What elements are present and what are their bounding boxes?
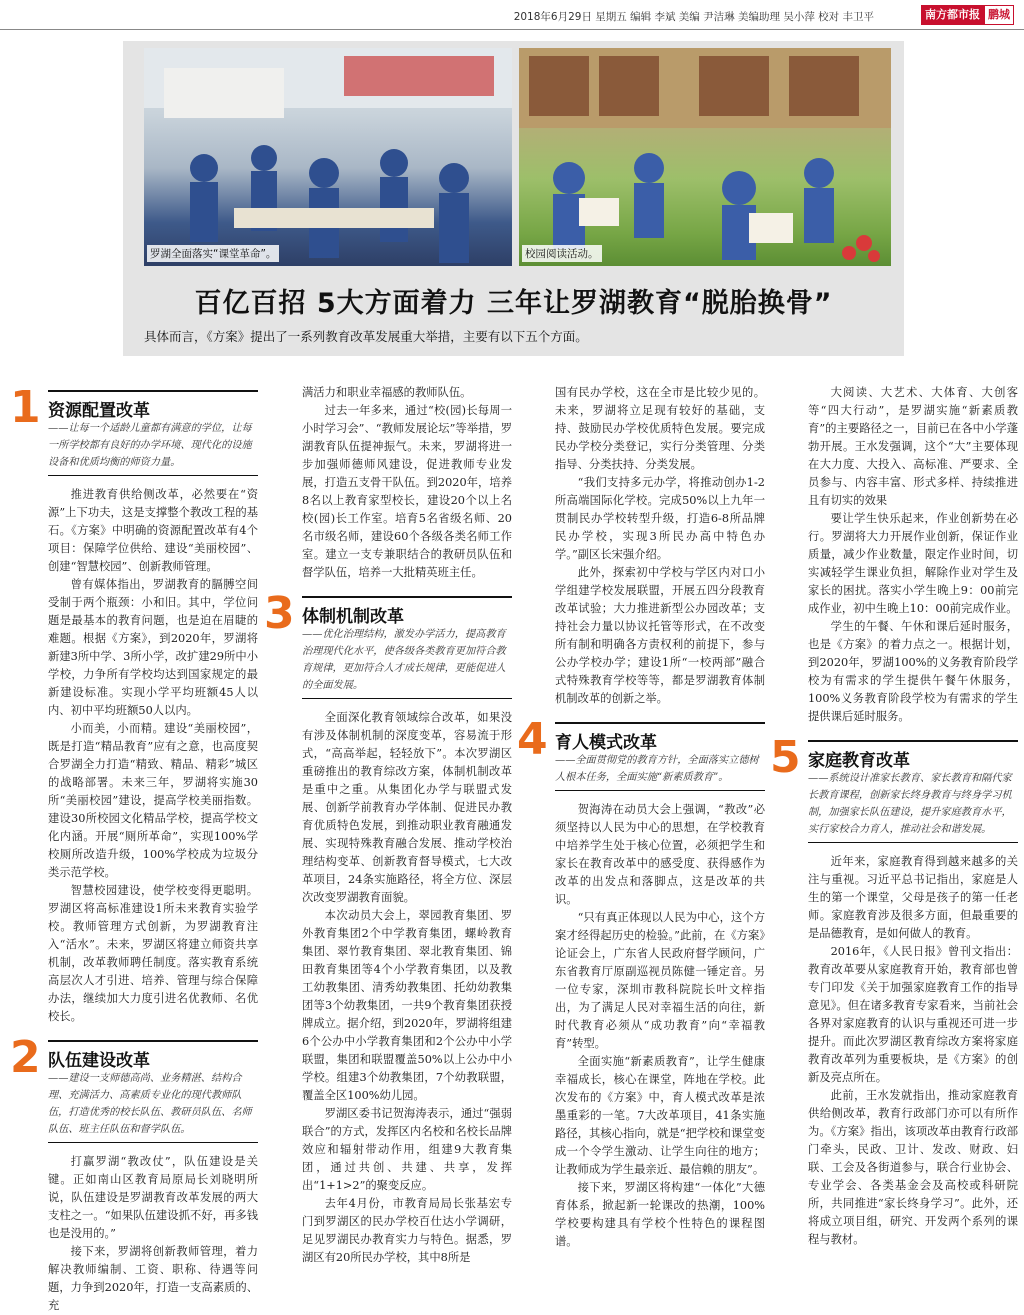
headline-summary: 具体而言，《方案》提出了一系列教育改革发展重大举措，主要有以下五个方面。	[144, 329, 588, 344]
paragraph: 此外，探索初中学校与学区内对口小学组建学校发展联盟，开展五四分段教育改革试验；大力推进新型公办园改革；支持社会力量以协议托管等形式，在不改变所有制和明确各方责权利的前提下，参与公办学校办学；建设1所“一校两部”融合式特殊教育学校等等，都是罗湖教育体制机制改革的创新之举。	[555, 566, 765, 705]
section-name: 鹏城	[984, 5, 1014, 25]
paragraph: 要让学生快乐起来，作业创新势在必行。罗湖将大力开展作业创新，保证作业质量，减少作业数量，限定作业时间，切实减轻学生课业负担，解除作业对学生及家长的困扰。落实小学生晚上9：00前完成作业，初中生晚上10：00前完成作业。	[808, 512, 1018, 615]
column-4	[770, 384, 1018, 1249]
paragraph: 贺海涛在动员大会上强调，“教改”必须坚持以人民为中心的思想，在学校教育中培养学生处于核心位置，必须把学生和家长在教育改革中的感受度、获得感作为改革的出发点和落脚点，这是改革的共识。	[555, 803, 765, 906]
article-body	[48, 1153, 258, 1315]
section-number: 1	[10, 382, 41, 433]
section-family	[770, 732, 1018, 843]
section-lead: ——优化治理结构，激发办学活力，提高教育治理现代化水平，使各级各类教育更加符合教育规律，更加符合人才成长规律，更能促进人的全面发展。	[302, 626, 512, 699]
section-header	[517, 714, 765, 772]
article-body	[808, 853, 1018, 1249]
section-header	[10, 382, 258, 440]
paragraph: 此前，王水发就指出，推动家庭教育供给侧改革，教育行政部门亦可以有所作为。《方案》指出，该项改革由教育行政部门牵头，民政、卫计、发改、财政、妇联、工会及各街道参与，联合行业协会、专业学会、各类基金会及高校或科研院所，共同推进“家长终身学习”。此外，还将成立项目组，研究、开发两个系列的课程与教材。	[808, 1089, 1018, 1246]
paragraph: 去年4月份，市教育局局长张基宏专门到罗湖区的民办学校百仕达小学调研，足见罗湖民办教育实力与特色。据悉，罗湖区有20所民办学校，其中8所是	[302, 1197, 512, 1264]
paragraph: 近年来，家庭教育得到越来越多的关注与重视。习近平总书记指出，家庭是人生的第一个课堂，父母是孩子的第一任老师。家庭教育涉及很多方面，但最重要的是品德教育，是如何做人的教育。	[808, 855, 1018, 940]
paragraph: 2016年，《人民日报》曾刊文指出：教育改革要从家庭教育开始，教育部也曾专门印发《关于加强家庭教育工作的指导意见》。但在诸多教育专家看来，当前社会各界对家庭教育的认识与重视还可进一步提升。而此次罗湖区教育综改方案将家庭教育改革列为重要板块，是《方案》的创新及亮点所在。	[808, 945, 1018, 1084]
column-3	[517, 384, 765, 1251]
article-body	[555, 801, 765, 1251]
column-1	[10, 382, 258, 1315]
article-body	[302, 709, 512, 1267]
section-title: 育人模式改革	[555, 733, 657, 753]
section-header	[10, 1032, 258, 1090]
article-body	[555, 384, 765, 708]
section-number: 5	[770, 732, 801, 783]
section-institution	[264, 588, 512, 699]
paragraph: 罗湖区委书记贺海涛表示，通过“强弱联合”的方式，发挥区内名校和名校长品牌效应和辐射带动作用，组建9大教育集团，通过共创、共建、共享，发挥出“1+1>2”的聚变反应。	[302, 1107, 512, 1192]
paragraph: 曾有媒体指出，罗湖教育的膈膊空间受制于两个瓶颈：小和旧。其中，学位问题是最基本的教育问题，也是迫在眉睫的难题。根据《方案》，到2020年，罗湖将新建3所中学、3所小学，改扩建29所中小学校，力争所有学校均达到国家规定的最新建设标准。实现小学平均班额45人以内、初中平均班额50人以内。	[48, 578, 258, 717]
paragraph: 接下来，罗湖区将构建“一体化”大德育体系，掀起新一轮课改的热潮，100%学校要构建具有学校个性特色的课程图谱。	[555, 1181, 765, 1248]
brand-name: 南方都市报	[921, 5, 984, 25]
section-lead: ——系统设计准家长教育、家长教育和隔代家长教育课程，创新家长终身教育与终身学习机制，加强家长队伍建设，提升家庭教育水平，实行家校合力育人，推动社会和谐发展。	[808, 770, 1018, 843]
section-title: 家庭教育改革	[808, 751, 910, 771]
paragraph: “我们支持多元办学，将推动创办1-2所高端国际化学校。完成50%以上九年一贯制民办学校转型升级，打造6-8所品牌民办学校，实现3所民办高中特色办学。”副区长宋强介绍。	[555, 476, 765, 561]
paragraph: 全面实施“新素质教育”，让学生健康幸福成长，核心在课堂，阵地在学校。此次发布的《方案》中，育人模式改革是浓墨重彩的一笔。7大改革项目，41条实施路径，其核心指向，就是“把学校和课堂变成一个令学生激动、让学生向往的地方；让教师成为学生最亲近、最信赖的朋友”。	[555, 1055, 765, 1176]
paragraph: 接下来，罗湖将创新教师管理，着力解决教师编制、工资、职称、待遇等问题，力争到2020年，打造一支高素质的、充	[48, 1245, 258, 1312]
section-number: 3	[264, 588, 295, 639]
reading-illustration	[519, 48, 891, 266]
article-body	[48, 486, 258, 1026]
paragraph: 本次动员大会上，翠园教育集团、罗外教育集团2个中学教育集团，螺岭教育集团、翠竹教育集团、翠北教育集团、锦田教育集团等4个小学教育集团，以及教工幼教集团、清秀幼教集团、托幼幼教集团等3个幼教集团，一共9个教育集团获授牌成立。据介绍，到2020年，罗湖将组建6个公办中小学教育集团和2个公办中小学联盟，集团和联盟覆盖50%以上公办中小学校。组建3个幼教集团，7个幼教联盟，覆盖全区100%幼儿园。	[302, 909, 512, 1102]
hero-panel	[123, 41, 904, 356]
reading-photo	[519, 48, 891, 266]
article-body	[302, 384, 512, 582]
photo1-caption: 罗湖全面落实“课堂革命”。	[147, 245, 279, 262]
photo2-caption: 校园阅读活动。	[522, 245, 602, 262]
section-title: 体制机制改革	[302, 607, 404, 627]
paragraph: 满活力和职业幸福感的教师队伍。	[302, 386, 472, 399]
section-lead: ——建设一支师德高尚、业务精湛、结构合理、充满活力、高素质专业化的现代教师队伍，打造优秀的校长队伍、教研员队伍、名师队伍、班主任队伍和督学队伍。	[48, 1070, 258, 1143]
section-header	[264, 588, 512, 646]
column-2	[264, 384, 512, 1267]
section-resource	[10, 382, 258, 476]
section-lead: ——全面贯彻党的教育方针，全面落实立德树人根本任务，全面实施“新素质教育”。	[555, 752, 765, 791]
section-staff	[10, 1032, 258, 1143]
issue-meta: 2018年6月29日 星期五 编辑 李斌 美编 尹洁琳 美编助理 吴小萍 校对 丰卫平	[513, 11, 874, 23]
section-education-model	[517, 714, 765, 791]
section-number: 2	[10, 1032, 41, 1083]
section-header	[770, 732, 1018, 790]
paragraph: “只有真正体现以人民为中心，这个方案才经得起历史的检验。”此前，在《方案》论证会上，广东省人民政府督学顾问，广东省教育厅原副巡视员陈健一锤定音。另一位专家，深圳市教科院院长叶文梓指出，为了满足人民对幸福生活的向往，新时代教育必须从“成功教育”向“幸福教育”转型。	[555, 911, 765, 1050]
section-title: 资源配置改革	[48, 401, 150, 421]
paragraph: 推进教育供给侧改革，必然要在“资源”上下功夫，这是支撑整个教改工程的基石。《方案》中明确的资源配置改革有4个项目：保障学位供给、建设“美丽校园”、创建“智慧校园”、创新教师管理。	[48, 488, 258, 573]
classroom-photo	[144, 48, 512, 266]
paragraph: 全面深化教育领域综合改革，如果没有涉及体制机制的深度变革，容易流于形式，“高高举起，轻轻放下”。本次罗湖区重磅推出的教育综改方案，体制机制改革是重中之重。从集团化办学与联盟式发展、创新学前教育办学体制、促进民办教育优质特色发展，到推动职业教育融通发展、实现特殊教育融合发展、推动学校治理结构变革、创新教育督导模式，七大改革项目，24条实施路径，将全方位、深层次改变罗湖教育面貌。	[302, 711, 512, 904]
section-title: 队伍建设改革	[48, 1051, 150, 1071]
section-number: 4	[517, 714, 548, 765]
paragraph: 过去一年多来，通过“校(园)长每周一小时学习会”、“教师发展论坛”等举措，罗湖教育队伍提神振气。未来，罗湖将进一步加强师德师风建设，促进教师专业发展，打造五支骨干队伍。到2020年，培养8名以上教育家型校长，建设20个以上名校(园)长工作室。培育5名省级名师、20名市级名师，建设60个各级各类名师工作室。建立一支专兼职结合的教研员队伍和督学队伍，培养一大批精英班主任。	[302, 404, 512, 579]
classroom-illustration	[144, 48, 512, 266]
paragraph: 国有民办学校，这在全市是比较少见的。未来，罗湖将立足现有较好的基础，支持、鼓励民办学校优质特色发展。要完成民办学校分类登记，实行分类管理、分类指导、分类扶持、分类发展。	[555, 386, 765, 471]
newspaper-logo	[921, 5, 1014, 25]
paragraph: 大阅读、大艺术、大体育、大创客等“四大行动”，是罗湖实施“新素质教育”的主要路径之一，目前已在各中小学蓬勃开展。王水发强调，这个“大”主要体现在大力度、大投入、高标准、严要求、全员参与、内容丰富、形式多样、持续推进且有切实的效果	[808, 386, 1018, 507]
masthead	[0, 0, 1024, 30]
paragraph: 智慧校园建设，使学校变得更聪明。罗湖区将高标准建设1所未来教育实验学校。教师管理方式创新，为罗湖教育注入“活水”。未来，罗湖区将建立师资共享机制，改革教师聘任制度。落实教育系统高层次人才引进、培养、管理与综合保障办法，继续加大力度引进名优教师、名优校长。	[48, 884, 258, 1023]
paragraph: 小而美，小而精。建设“美丽校园”，既是打造“精品教育”应有之意，也高度契合罗湖全力打造“精致、精品、精彩”城区的战略部署。未来三年，罗湖将实施30所“美丽校园”建设，提高学校美丽指数。建设30所校园文化精品学校，提高学校文化内涵。开展“厕所革命”，实现100%学校厕所改造升级，100%学校成为垃圾分类示范学校。	[48, 722, 258, 879]
section-lead: ——让每一个适龄儿童都有满意的学位，让每一所学校都有良好的办学环境、现代化的设施设备和优质均衡的师资力量。	[48, 420, 258, 476]
article-body	[808, 384, 1018, 726]
paragraph: 打赢罗湖“教改仗”，队伍建设是关键。正如南山区教育局原局长刘晓明所说，队伍建设是罗湖教育改革发展的两大支柱之一。“如果队伍建设抓不好，再多钱也是没用的。”	[48, 1155, 258, 1240]
paragraph: 学生的午餐、午休和课后延时服务，也是《方案》的着力点之一。根据计划，到2020年，罗湖100%的义务教育阶段学校为有需求的学生提供午餐午休服务，100%义务教育阶段学校为有需求的学生提供课后延时服务。	[808, 620, 1018, 723]
headline: 百亿百招 5大方面着力 三年让罗湖教育“脱胎换骨”	[194, 288, 833, 319]
